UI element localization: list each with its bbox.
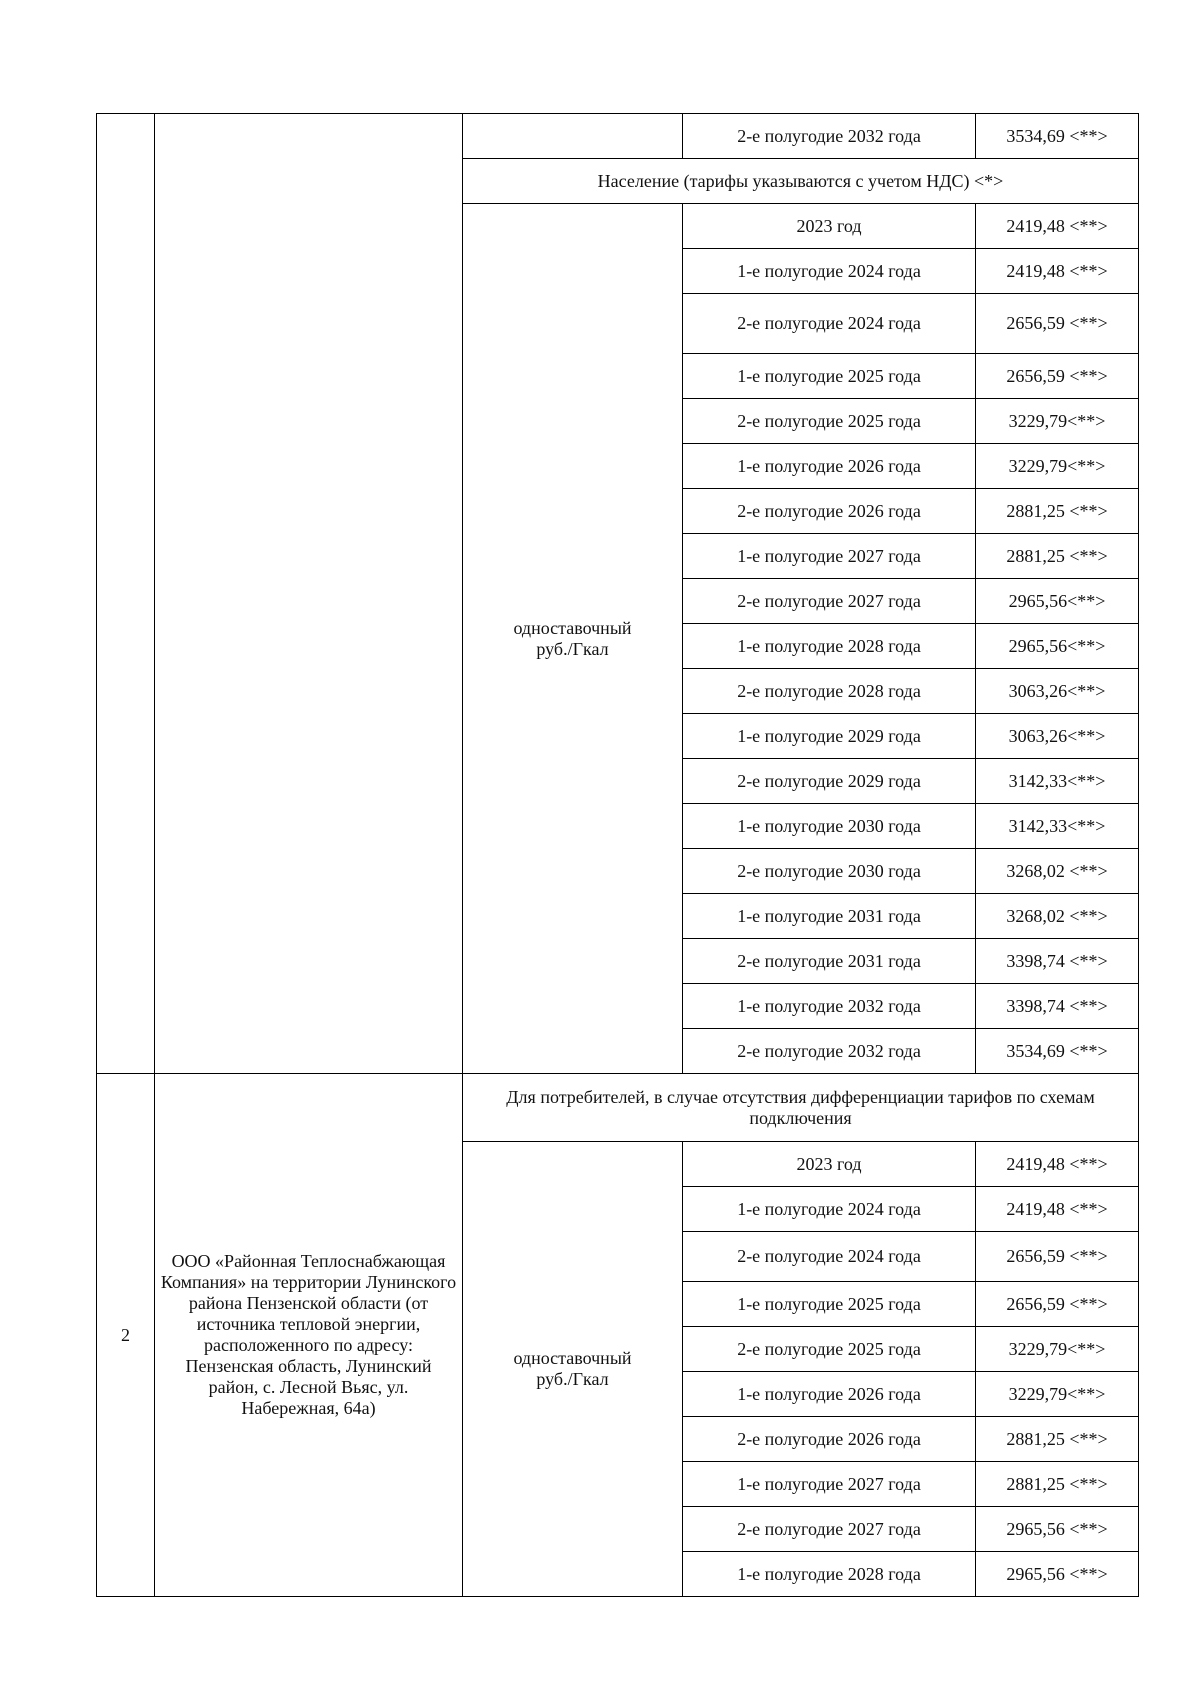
period-cell: 2-е полугодие 2024 года bbox=[683, 294, 976, 354]
value-cell: 3229,79<**> bbox=[976, 399, 1139, 444]
value-cell: 2965,56<**> bbox=[976, 579, 1139, 624]
period-cell: 1-е полугодие 2027 года bbox=[683, 1462, 976, 1507]
value-cell: 2881,25 <**> bbox=[976, 489, 1139, 534]
period-cell: 1-е полугодие 2027 года bbox=[683, 534, 976, 579]
period-cell: 1-е полугодие 2030 года bbox=[683, 804, 976, 849]
table-row bbox=[97, 114, 1139, 159]
value-cell: 2656,59 <**> bbox=[976, 1232, 1139, 1282]
period-cell: 2-е полугодие 2029 года bbox=[683, 759, 976, 804]
number-cell bbox=[97, 114, 155, 1074]
period-cell: 2-е полугодие 2028 года bbox=[683, 669, 976, 714]
value-cell: 2419,48 <**> bbox=[976, 1142, 1139, 1187]
period-cell: 1-е полугодие 2025 года bbox=[683, 354, 976, 399]
group-header: Для потребителей, в случае отсутствия дифференциации тарифов по схемам подключения bbox=[463, 1074, 1139, 1142]
value-cell: 2965,56<**> bbox=[976, 624, 1139, 669]
period-cell: 1-е полугодие 2029 года bbox=[683, 714, 976, 759]
tariff-type-cell bbox=[463, 114, 683, 159]
value-cell: 3229,79<**> bbox=[976, 1327, 1139, 1372]
value-cell: 3398,74 <**> bbox=[976, 984, 1139, 1029]
tariff-type: одноставочный bbox=[513, 1348, 632, 1368]
value-cell: 2419,48 <**> bbox=[976, 1187, 1139, 1232]
period-cell: 1-е полугодие 2028 года bbox=[683, 624, 976, 669]
period-cell: 1-е полугодие 2024 года bbox=[683, 1187, 976, 1232]
period-cell: 1-е полугодие 2031 года bbox=[683, 894, 976, 939]
number-cell: 2 bbox=[97, 1074, 155, 1597]
value-cell: 3229,79<**> bbox=[976, 1372, 1139, 1417]
tariff-unit: руб./Гкал bbox=[536, 1369, 609, 1389]
value-cell: 2965,56 <**> bbox=[976, 1552, 1139, 1597]
period-cell: 2-е полугодие 2031 года bbox=[683, 939, 976, 984]
value-cell: 2656,59 <**> bbox=[976, 1282, 1139, 1327]
period-cell: 2-е полугодие 2024 года bbox=[683, 1232, 976, 1282]
tariff-type-cell bbox=[463, 1142, 683, 1597]
group-header: Население (тарифы указываются с учетом НДС) <*> bbox=[463, 159, 1139, 204]
period-cell: 2023 год bbox=[683, 204, 976, 249]
value-cell: 3229,79<**> bbox=[976, 444, 1139, 489]
tariff-unit: руб./Гкал bbox=[536, 638, 609, 659]
period-cell: 2023 год bbox=[683, 1142, 976, 1187]
value-cell: 3142,33<**> bbox=[976, 804, 1139, 849]
period-cell: 1-е полугодие 2032 года bbox=[683, 984, 976, 1029]
value-cell: 2656,59 <**> bbox=[976, 294, 1139, 354]
value-cell: 2656,59 <**> bbox=[976, 354, 1139, 399]
organization-cell: ООО «Районная Теплоснабжающая Компания» на территории Лунинского района Пензенской области (от источника тепловой энергии, расположенного по адресу: Пензенская область, Лунинский район, с. Лесной Вьяс, ул. Набережная, 64а) bbox=[155, 1074, 463, 1597]
tariff-type-cell bbox=[463, 204, 683, 1074]
value-cell: 2881,25 <**> bbox=[976, 1417, 1139, 1462]
period-cell: 2-е полугодие 2025 года bbox=[683, 399, 976, 444]
period-cell: 2-е полугодие 2032 года bbox=[683, 1029, 976, 1074]
period-cell: 2-е полугодие 2026 года bbox=[683, 489, 976, 534]
value-cell: 2965,56 <**> bbox=[976, 1507, 1139, 1552]
period-cell: 1-е полугодие 2026 года bbox=[683, 1372, 976, 1417]
period-cell: 2-е полугодие 2026 года bbox=[683, 1417, 976, 1462]
period-cell: 2-е полугодие 2027 года bbox=[683, 579, 976, 624]
value-cell: 3398,74 <**> bbox=[976, 939, 1139, 984]
period-cell: 1-е полугодие 2028 года bbox=[683, 1552, 976, 1597]
period-cell: 2-е полугодие 2027 года bbox=[683, 1507, 976, 1552]
period-cell: 1-е полугодие 2024 года bbox=[683, 249, 976, 294]
value-cell: 2419,48 <**> bbox=[976, 249, 1139, 294]
value-cell: 3268,02 <**> bbox=[976, 849, 1139, 894]
period-cell: 1-е полугодие 2026 года bbox=[683, 444, 976, 489]
value-cell: 3534,69 <**> bbox=[976, 114, 1139, 159]
value-cell: 3142,33<**> bbox=[976, 759, 1139, 804]
value-cell: 3268,02 <**> bbox=[976, 894, 1139, 939]
value-cell: 3063,26<**> bbox=[976, 669, 1139, 714]
period-cell: 1-е полугодие 2025 года bbox=[683, 1282, 976, 1327]
value-cell: 2881,25 <**> bbox=[976, 534, 1139, 579]
tariff-type: одноставочный bbox=[513, 617, 632, 638]
value-cell: 2881,25 <**> bbox=[976, 1462, 1139, 1507]
value-cell: 3063,26<**> bbox=[976, 714, 1139, 759]
value-cell: 2419,48 <**> bbox=[976, 204, 1139, 249]
organization-cell bbox=[155, 114, 463, 1074]
group-header-row bbox=[97, 1074, 1139, 1142]
period-cell: 2-е полугодие 2025 года bbox=[683, 1327, 976, 1372]
period-cell: 2-е полугодие 2032 года bbox=[683, 114, 976, 159]
value-cell: 3534,69 <**> bbox=[976, 1029, 1139, 1074]
tariff-table bbox=[96, 113, 1139, 1597]
period-cell: 2-е полугодие 2030 года bbox=[683, 849, 976, 894]
